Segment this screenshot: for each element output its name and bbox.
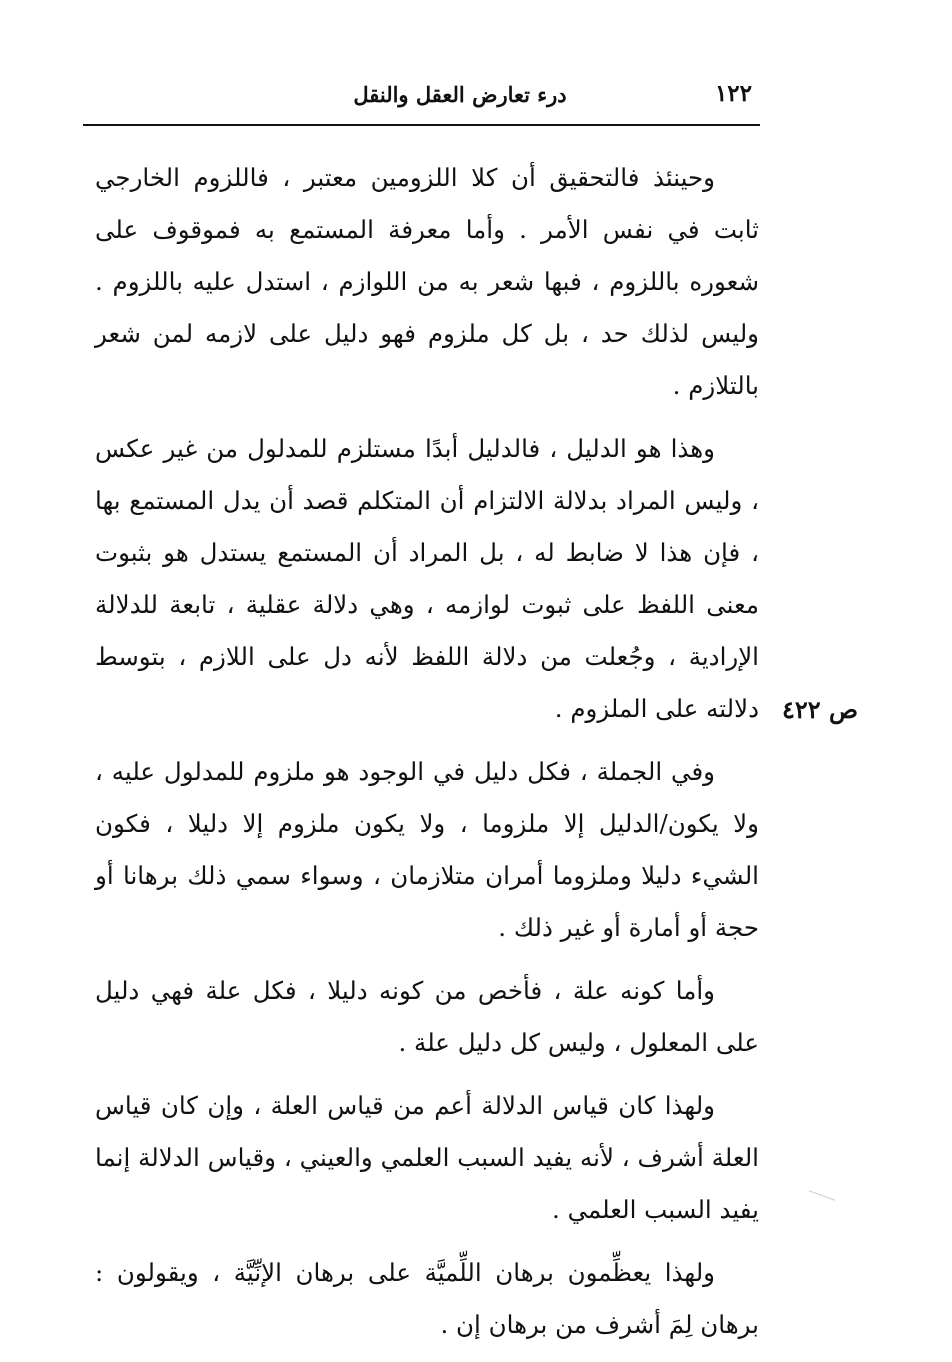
paragraph-5: ولهذا كان قياس الدلالة أعم من قياس العلة ، وإن كان قياس العلة أشرف ، لأنه يفيد السبب العلمي والعيني ، وقياس الدلالة إنما يفيد السبب العلمي . [95,1091,759,1224]
page-header [80,68,760,124]
paragraph-4: وأما كونه علة ، فأخص من كونه دليلا ، فكل علة فهي دليل على المعلول ، وليس كل دليل علة . [95,976,759,1057]
scan-mark [809,1190,836,1201]
paragraph-3: وفي الجملة ، فكل دليل في الوجود هو ملزوم للمدلول عليه ، ولا يكون/الدليل إلا ملزوما ، ولا يكون ملزوم إلا دليلا ، فكون الشيء دليلا وملزوما أمران متلازمان ، وسواء سمي ذلك برهانا أو حجة أو أمارة أو غير ذلك . [95,757,759,942]
margin-page-reference: ص ٤٢٢ [781,695,858,724]
main-text [95,152,759,1362]
paragraph-1: وحينئذ فالتحقيق أن كلا اللزومين معتبر ، فاللزوم الخارجي ثابت في نفس الأمر . وأما معرفة المستمع به فموقوف على شعوره باللزوم ، فبها شعر به من اللوازم ، استدل عليه باللزوم . وليس لذلك حد ، بل كل ملزوم فهو دليل على لازمه لمن شعر بالتلازم . [95,163,759,400]
paragraph-6: ولهذا يعظِّمون برهان اللِّميَّة على برهان الإنِّيَّة ، ويقولون : برهان لِمَ أشرف من برهان إن . [95,1258,759,1339]
paragraph-2: وهذا هو الدليل ، فالدليل أبدًا مستلزم للمدلول من غير عكس ، وليس المراد بدلالة الالتزام أن المتكلم قصد أن يدل المستمع بها ، فإن هذا لا ضابط له ، بل المراد أن المستمع يستدل هو بثبوت معنى اللفظ على ثبوت لوازمه ، وهي دلالة عقلية ، تابعة للدلالة الإرادية ، وجُعلت من دلالة اللفظ لأنه دل على اللازم ، بتوسط دلالته على الملزوم . [95,434,759,723]
running-title: درء تعارض العقل والنقل [353,82,567,107]
header-divider [83,124,760,126]
page-number: ١٢٢ [714,80,752,107]
